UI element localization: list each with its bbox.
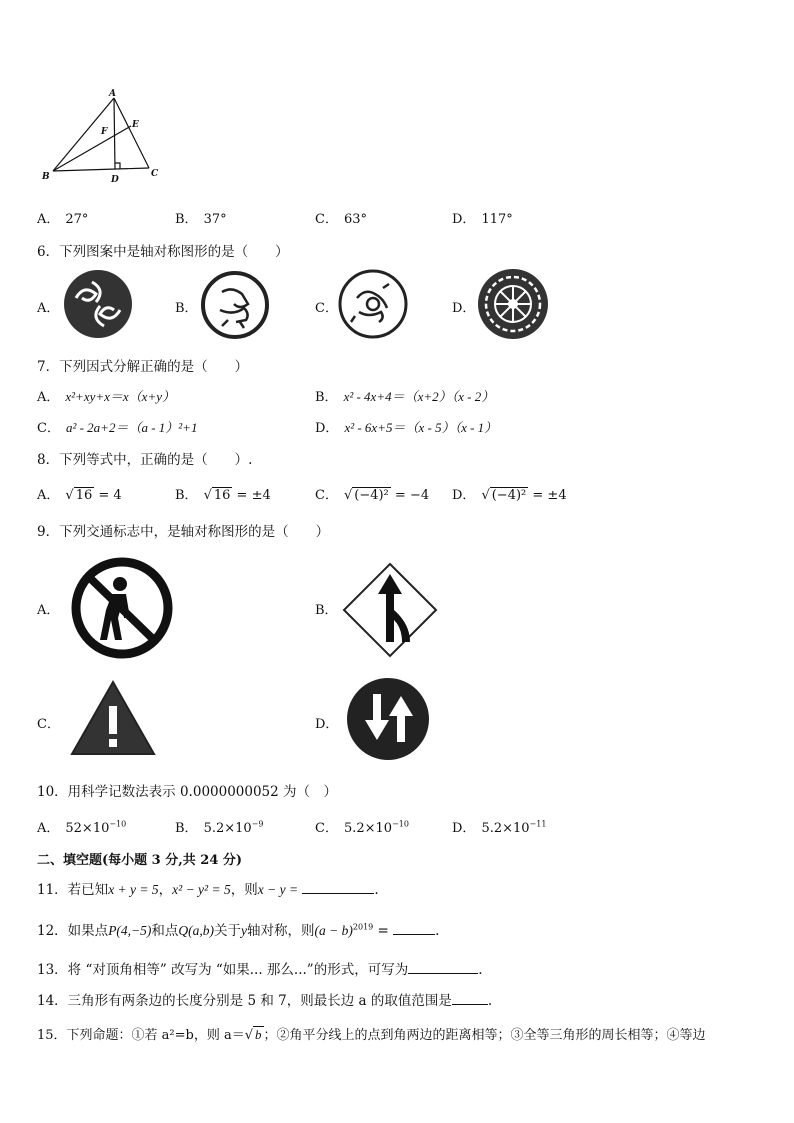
section-fill-in-heading: 二、填空题(每小题 3 分,共 24 分) (37, 853, 243, 868)
q11-answer-blank[interactable] (302, 881, 374, 894)
sqrt-sign-icon: √ (65, 488, 74, 503)
pattern-d-icon[interactable] (476, 267, 550, 341)
q8-option-d[interactable]: D． √ (−4)² = ±4 (452, 488, 567, 503)
pattern-c-icon[interactable] (337, 268, 409, 340)
q9-option-a-label: A． (37, 603, 60, 618)
q9-option-b-label: B． (315, 603, 338, 618)
label-D: D (111, 175, 119, 185)
q9-stem: 9．下列交通标志中，是轴对称图形的是（ ） (37, 524, 330, 540)
sqrt-sign-icon: √ (244, 1028, 254, 1043)
merge-lane-sign-icon[interactable] (340, 560, 440, 660)
q8-option-a[interactable]: A． √ 16 = 4 (37, 488, 122, 503)
sqrt-sign-icon: √ (203, 488, 212, 503)
q5-option-d[interactable]: D． 117° (452, 212, 513, 227)
q6-option-b-label: B． (175, 301, 198, 316)
q7-option-b[interactable]: B． x² - 4x+4＝（x+2）（x - 2） (315, 389, 495, 405)
q10-stem: 10．用科学记数法表示 0.0000000052 为（ ） (37, 784, 338, 800)
q10-option-d[interactable]: D． $5.2\times 10^{-11}$ (452, 819, 547, 836)
sqrt-sign-icon: √ (481, 488, 490, 503)
no-pedestrian-sign-icon[interactable] (70, 556, 174, 660)
q6-option-d-label: D． (452, 301, 476, 316)
label-A: A (109, 89, 116, 99)
q13-answer-blank[interactable] (408, 961, 478, 974)
pattern-a-icon[interactable] (62, 268, 134, 340)
q8-option-c[interactable]: C． √ (−4)² = −4 (315, 488, 430, 503)
q14-answer-blank[interactable] (452, 992, 488, 1005)
q7-option-d[interactable]: D． x² - 6x+5＝（x - 5）（x - 1） (315, 420, 498, 436)
label-F: F (101, 127, 108, 137)
q11-line: 11．若已知x + y = 5，x² − y² = 5，则x − y = . (37, 882, 379, 898)
label-C: C (151, 169, 159, 179)
q12-answer-blank[interactable] (393, 922, 435, 935)
q8-option-b[interactable]: B． √ 16 = ±4 (175, 488, 271, 503)
q12-line: 12．如果点P(4,−5)和点Q(a,b)关于y轴对称，则$(a - b)^{2019}$ = . (37, 922, 440, 939)
sqrt-sign-icon: √ (343, 488, 353, 503)
q7-option-c[interactable]: C． a² - 2a+2＝（a - 1）²+1 (37, 420, 198, 436)
q6-option-a-label: A． (37, 301, 60, 316)
q5-option-b[interactable]: B． 37° (175, 212, 227, 227)
q6-stem: 6．下列图案中是轴对称图形的是（ ） (37, 244, 289, 260)
two-way-traffic-sign-icon[interactable] (345, 676, 431, 762)
q13-line: 13．将 “对顶角相等” 改写为 “如果... 那么...”的形式，可写为 . (37, 962, 483, 978)
q8-stem: 8．下列等式中，正确的是（ ）. (37, 452, 253, 468)
q10-option-a[interactable]: A． $52\times 10^{-10}$ (37, 819, 127, 836)
pattern-b-icon[interactable] (200, 270, 270, 340)
triangle-figure (36, 88, 166, 188)
q7-stem: 7．下列因式分解正确的是（ ） (37, 359, 249, 375)
q6-option-c-label: C． (315, 301, 338, 316)
q9-option-d-label: D． (315, 717, 339, 732)
q14-line: 14．三角形有两条边的长度分别是 5 和 7，则最长边 a 的取值范围是 . (37, 993, 493, 1009)
warning-triangle-sign-icon[interactable] (68, 678, 158, 758)
q7-option-a[interactable]: A． x²+xy+x＝x（x+y） (37, 389, 175, 405)
q15-line: 15．下列命题：①若 a²=b，则 a＝√ b ；②角平分线上的点到角两边的距离相等；③全等三角形的周长相等；④等边 (37, 1027, 706, 1043)
label-E: E (132, 120, 139, 130)
q10-option-b[interactable]: B． $5.2\times 10^{-9}$ (175, 819, 264, 836)
q5-option-c[interactable]: C． 63° (315, 212, 367, 227)
q9-option-c-label: C． (37, 717, 60, 732)
q5-option-a[interactable]: A． 27° (37, 212, 89, 227)
q10-option-c[interactable]: C． $5.2\times 10^{-10}$ (315, 819, 409, 836)
label-B: B (42, 172, 50, 182)
